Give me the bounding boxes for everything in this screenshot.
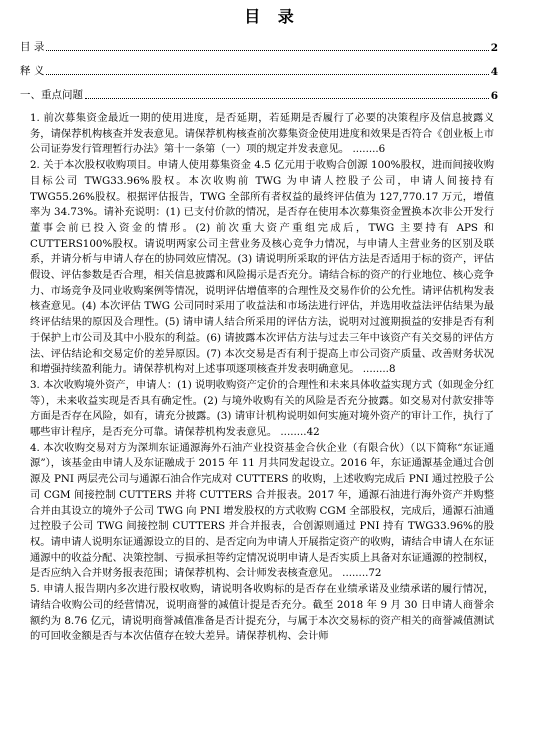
item-leader: ........ — [338, 567, 369, 580]
toc-item-5[interactable] — [30, 582, 494, 645]
toc-label: 释 义 — [20, 65, 45, 77]
toc-label: 一、重点问题 — [20, 89, 83, 101]
item-text: 1. 前次募集资金最近一期的使用进度，是否延期，若延期是否履行了必要的决策程序及信息披露义务，请保荐机构核查并发表意见。请保荐机构核查前次募集资金使用进度和效果是否符合《创业板上市公司证券发行管理暂行办法》第十一条第（一）项的规定并发表意见。 — [30, 112, 494, 156]
item-page: 8 — [388, 363, 396, 376]
toc-leader — [46, 73, 488, 75]
toc-item-1[interactable] — [30, 111, 494, 158]
toc-page: 4 — [490, 66, 498, 78]
toc-page: 6 — [490, 90, 498, 102]
page-title: 目 录 — [244, 7, 300, 26]
item-page: 72 — [368, 567, 382, 580]
toc-label: 目 录 — [20, 41, 45, 53]
toc-issue-list — [30, 111, 494, 645]
toc-page: 2 — [490, 42, 498, 54]
item-leader: ........ — [359, 363, 389, 376]
item-leader: ........ — [277, 426, 307, 439]
toc-item-2[interactable] — [30, 158, 494, 378]
item-page: 6 — [378, 143, 386, 156]
item-text: 3. 本次收购境外资产，申请人：(1) 说明收购资产定价的合理性和未来具体收益实现方式（如现金分红等），未来收益实现是否具有确定性。(2) 与境外收购有关的风险是否充分披露。如交易对付款安排等方面是否存在风险，如有，请充分披露。(3) 请审计机构说明如何实施对境外资产的审计工作，执行了哪些审计程序，是否充分可靠。请保荐机构发表意见。 — [30, 378, 494, 439]
toc-entry-definitions[interactable] — [20, 64, 498, 78]
toc-entry-contents[interactable] — [20, 40, 498, 54]
toc-item-4[interactable] — [30, 441, 494, 582]
item-leader: ........ — [349, 143, 379, 156]
toc-leader — [46, 49, 488, 51]
item-page: 42 — [306, 426, 320, 439]
item-text: 4. 本次收购交易对方为深圳东证通源海外石油产业投资基金合伙企业（有限合伙）（以下简称“东证通源”），该基金由申请人及东证融成于 2015 年 11 月共同发起设立。2016 年，东证通源基金通过合创源及 PNI 两层壳公司与通源石油合作完成对 CUTTERS 的收购，上述收购完成后 PNI 通过控股子公司 CGM 间接控制 CUTTERS 并将 CUTTERS 合并报表。2017 年，通源石油进行海外资产并购整合并由其设立的境外子公司 TWG 向 PNI 增发股权的方式收购 CGM 全部股权，完成后，通源石油通过控股子公司 TWG 间接控制 CUTTERS 并合并报表，合创源则通过 PNI 持有 TWG33.96%的股权。请申请人说明东证通源设立的目的、是否定向为申请人开展指定资产的收购，请结合申请人在东证通源中的收益分配、决策控制、亏损承担等约定情况说明申请人是否实质上具备对东证通源的控制权，是否应纳入合并财务报表范围；请保荐机构、会计师发表核查意见。 — [30, 441, 494, 580]
item-text: 2. 关于本次股权收购项目。申请人使用募集资金 4.5 亿元用于收购合创源 100%股权，进而间接收购目标公司 TWG33.96%股权。本次收购前 TWG 为申请人控股子公司，申请人间接持有 TWG55.26%股权。根据评估报告，TWG 全部所有者权益的最终评估值为 127,770.17 万元，增值率为 34.73%。请补充说明：(1) 已支付价款的情况，是否存在使用本次募集资金置换本次非公开发行董事会前已投入资金的情形。(2) 前次重大资产重组完成后，TWG 主要持有 APS 和 CUTTERS100%股权。请说明两家公司主营业务及核心竞争力情况，与申请人主营业务的区别及联系，并请分析与申请人存在的协同效应情况。(3) 请说明所采取的评估方法是否适用于标的资产，评估假设、评估参数是否合理，相关信息披露和风险揭示是否充分。请结合标的资产的行业地位、核心竞争力、市场竞争及同业收购案例等情况，说明评估增值率的合理性及交易作价的公允性。请评估机构发表核查意见。(4) 本次评估 TWG 公司同时采用了收益法和市场法进行评估，并选用收益法评估结果为最终评估结果的原因及合理性。(5) 请申请人结合所采用的评估方法，说明对过渡期损益的安排是否有利于保护上市公司及其中小股东的利益。(6) 请披露本次评估方法与过去三年中该资产有关交易的评估方法、评估结论和交易定价的差异原因。(7) 本次交易是否有利于提高上市公司资产质量、改善财务状况和增强持续盈利能力。请保荐机构对上述事项逐项核查并发表明确意见。 — [30, 159, 494, 376]
toc-leader — [85, 97, 489, 99]
toc-entry-key-issues[interactable] — [20, 88, 498, 102]
item-text: 5. 申请人报告期内多次进行股权收购，请说明各收购标的是否存在业绩承诺及业绩承诺的履行情况，请结合收购公司的经营情况，说明商誉的减值计提是否充分。截至 2018 年 9 月 30 日申请人商誉余额约为 8.76 亿元，请说明商誉减值准备是否计提充分，与属于本次交易标的资产相关的商誉减值测试的可回收金额是否与本次估值存在较大差异。请保荐机构、会计师 — [30, 583, 494, 643]
toc-item-3[interactable] — [30, 378, 494, 441]
